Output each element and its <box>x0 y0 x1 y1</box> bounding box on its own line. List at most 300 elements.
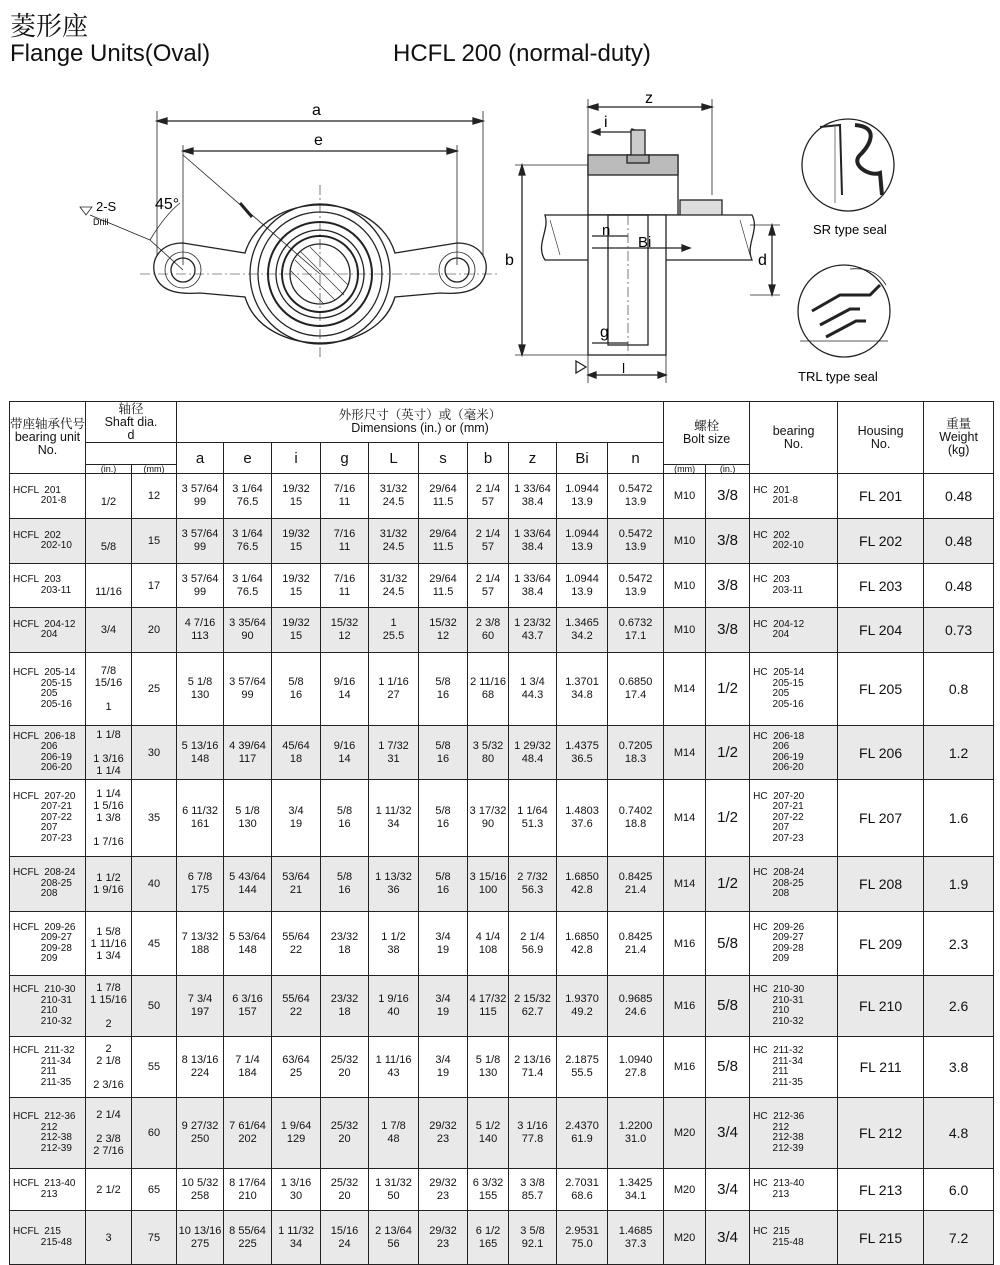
cell-b: 4 17/32 115 <box>468 976 509 1037</box>
table-row <box>10 1098 994 1169</box>
cell-n: 0.6732 17.1 <box>608 608 664 653</box>
cell-bearing-no: HC 212-36 212 212-38 212-39 <box>750 1098 838 1169</box>
cell-b: 6 3/32 155 <box>468 1169 509 1211</box>
cell-bearing-no: HC 202 202-10 <box>750 519 838 564</box>
cell-housing-no: FL 203 <box>838 564 924 608</box>
cell-g: 15/16 24 <box>321 1211 369 1265</box>
cell-bearing-no: HC 208-24 208-25 208 <box>750 857 838 912</box>
cell-bolt-in: 3/4 <box>706 1098 750 1169</box>
cell-bolt-in: 5/8 <box>706 1037 750 1098</box>
cell-unit-no: HCFL 209-26 209-27 209-28 209 <box>10 912 86 976</box>
title-english: Flange Units(Oval) <box>10 40 211 67</box>
specification-rows <box>10 474 994 1265</box>
cell-shaft-mm: 15 <box>132 519 177 564</box>
cell-a: 6 7/8 175 <box>177 857 224 912</box>
table-row <box>10 1169 994 1211</box>
cell-housing-no: FL 211 <box>838 1037 924 1098</box>
cell-weight: 2.6 <box>924 976 994 1037</box>
cell-n: 0.6850 17.4 <box>608 653 664 726</box>
header-unit-no: No. <box>37 443 58 457</box>
model-title: HCFL 200 (normal-duty) <box>393 40 651 67</box>
cell-n: 0.8425 21.4 <box>608 912 664 976</box>
trl-seal-drawing <box>798 265 890 357</box>
cell-g: 9/16 14 <box>321 726 369 780</box>
cell-g: 15/32 12 <box>321 608 369 653</box>
cell-z: 1 1/64 51.3 <box>509 780 557 857</box>
cell-bearing-no: HC 207-20 207-21 207-22 207 207-23 <box>750 780 838 857</box>
header-shaft-d: d <box>127 427 135 442</box>
cell-bolt-in: 3/4 <box>706 1169 750 1211</box>
header-weight-cn: 重量 <box>946 417 972 431</box>
drill-word: Drill <box>93 217 109 227</box>
dim-label-b: b <box>505 252 514 269</box>
header-col-s: s <box>419 443 468 474</box>
table-row <box>10 780 994 857</box>
cell-housing-no: FL 210 <box>838 976 924 1037</box>
cell-n: 0.5472 13.9 <box>608 519 664 564</box>
header-bearing-no <box>750 402 838 474</box>
cell-weight: 0.48 <box>924 564 994 608</box>
cell-bearing-no: HC 201 201-8 <box>750 474 838 519</box>
cell-z: 1 33/64 38.4 <box>509 474 557 519</box>
header-weight-unit: (kg) <box>947 443 970 457</box>
header-bearing: bearing <box>772 423 815 438</box>
cell-i: 19/32 15 <box>272 519 321 564</box>
cell-shaft-mm: 40 <box>132 857 177 912</box>
cell-shaft-in: 1 7/8 1 15/16 2 <box>86 976 132 1037</box>
dim-label-a: a <box>312 102 321 119</box>
cell-unit-no: HCFL 212-36 212 212-38 212-39 <box>10 1098 86 1169</box>
header-unit-cn: 带座轴承代号 <box>10 417 86 431</box>
cell-housing-no: FL 208 <box>838 857 924 912</box>
cell-i: 45/64 18 <box>272 726 321 780</box>
cell-a: 7 13/32 188 <box>177 912 224 976</box>
cell-g: 25/32 20 <box>321 1169 369 1211</box>
header-unit-mm: (mm) <box>132 465 177 474</box>
cell-bolt-mm: M14 <box>664 857 706 912</box>
cell-s: 15/32 12 <box>419 608 468 653</box>
header-col-z: z <box>509 443 557 474</box>
cell-i: 1 9/64 129 <box>272 1098 321 1169</box>
cell-e: 6 3/16 157 <box>224 976 272 1037</box>
cell-bi: 1.0944 13.9 <box>557 519 608 564</box>
cell-e: 3 57/64 99 <box>224 653 272 726</box>
cell-g: 23/32 18 <box>321 912 369 976</box>
header-col-g: g <box>321 443 369 474</box>
cell-a: 5 13/16 148 <box>177 726 224 780</box>
cell-n: 1.3425 34.1 <box>608 1169 664 1211</box>
cell-shaft-mm: 35 <box>132 780 177 857</box>
header-unit-en: bearing unit <box>14 430 81 444</box>
cell-g: 5/8 16 <box>321 780 369 857</box>
header-housing: Housing <box>857 423 904 438</box>
cell-bolt-in: 3/8 <box>706 474 750 519</box>
cell-g: 25/32 20 <box>321 1037 369 1098</box>
cell-i: 19/32 15 <box>272 474 321 519</box>
cell-z: 1 33/64 38.4 <box>509 519 557 564</box>
table-row <box>10 474 994 519</box>
cell-bolt-in: 1/2 <box>706 653 750 726</box>
cell-z: 2 15/32 62.7 <box>509 976 557 1037</box>
technical-drawings <box>0 85 1000 395</box>
cell-n: 1.2200 31.0 <box>608 1098 664 1169</box>
title-chinese: 菱形座 <box>10 12 89 42</box>
cell-unit-no: HCFL 210-30 210-31 210 210-32 <box>10 976 86 1037</box>
cell-e: 8 55/64 225 <box>224 1211 272 1265</box>
cell-bi: 2.1875 55.5 <box>557 1037 608 1098</box>
cell-bearing-no: HC 209-26 209-27 209-28 209 <box>750 912 838 976</box>
trl-seal-label: TRL type seal <box>798 369 878 384</box>
cell-bolt-mm: M10 <box>664 474 706 519</box>
cell-s: 5/8 16 <box>419 653 468 726</box>
cell-s: 3/4 19 <box>419 976 468 1037</box>
cell-housing-no: FL 205 <box>838 653 924 726</box>
cell-s: 29/32 23 <box>419 1098 468 1169</box>
cell-g: 5/8 16 <box>321 857 369 912</box>
cell-s: 3/4 19 <box>419 912 468 976</box>
cell-housing-no: FL 202 <box>838 519 924 564</box>
cell-bi: 1.0944 13.9 <box>557 564 608 608</box>
cell-s: 29/64 11.5 <box>419 519 468 564</box>
cell-g: 23/32 18 <box>321 976 369 1037</box>
cell-bolt-in: 3/8 <box>706 608 750 653</box>
cell-n: 0.7205 18.3 <box>608 726 664 780</box>
cell-e: 3 35/64 90 <box>224 608 272 653</box>
cell-unit-no: HCFL 207-20 207-21 207-22 207 207-23 <box>10 780 86 857</box>
cell-e: 3 1/64 76.5 <box>224 519 272 564</box>
header-dims-cn: 外形尺寸（英寸）或（毫米） <box>338 408 502 422</box>
cell-bolt-mm: M16 <box>664 976 706 1037</box>
cell-s: 3/4 19 <box>419 1037 468 1098</box>
cell-z: 2 7/32 56.3 <box>509 857 557 912</box>
cell-bolt-mm: M10 <box>664 608 706 653</box>
cell-weight: 6.0 <box>924 1169 994 1211</box>
cell-bi: 1.4375 36.5 <box>557 726 608 780</box>
cell-n: 0.8425 21.4 <box>608 857 664 912</box>
cell-weight: 0.73 <box>924 608 994 653</box>
cell-i: 5/8 16 <box>272 653 321 726</box>
cell-bolt-mm: M16 <box>664 912 706 976</box>
cell-bolt-mm: M20 <box>664 1098 706 1169</box>
cell-bearing-no: HC 206-18 206 206-19 206-20 <box>750 726 838 780</box>
cell-i: 53/64 21 <box>272 857 321 912</box>
cell-i: 1 3/16 30 <box>272 1169 321 1211</box>
table-row <box>10 608 994 653</box>
cell-housing-no: FL 215 <box>838 1211 924 1265</box>
header-col-b: b <box>468 443 509 474</box>
header-bearing-unit <box>10 402 86 474</box>
dim-label-g: g <box>600 324 609 341</box>
cell-e: 7 61/64 202 <box>224 1098 272 1169</box>
cell-a: 10 13/16 275 <box>177 1211 224 1265</box>
cell-e: 5 43/64 144 <box>224 857 272 912</box>
header-weight-en: Weight <box>939 430 978 444</box>
cell-bolt-in: 3/8 <box>706 564 750 608</box>
cell-i: 55/64 22 <box>272 976 321 1037</box>
cell-bi: 1.6850 42.8 <box>557 912 608 976</box>
cell-a: 7 3/4 197 <box>177 976 224 1037</box>
cell-shaft-in: 1 5/8 1 11/16 1 3/4 <box>86 912 132 976</box>
cell-shaft-in: 2 1/2 <box>86 1169 132 1211</box>
table-row <box>10 976 994 1037</box>
cell-i: 19/32 15 <box>272 608 321 653</box>
cell-weight: 4.8 <box>924 1098 994 1169</box>
cell-shaft-in: 2 1/4 2 3/8 2 7/16 <box>86 1098 132 1169</box>
cell-s: 29/32 23 <box>419 1211 468 1265</box>
header-col-l: L <box>369 443 419 474</box>
cell-bi: 2.9531 75.0 <box>557 1211 608 1265</box>
cell-housing-no: FL 213 <box>838 1169 924 1211</box>
cell-b: 2 1/4 57 <box>468 519 509 564</box>
header-unit-in: (in.) <box>86 465 132 474</box>
header-bolt <box>664 402 750 465</box>
cell-unit-no: HCFL 206-18 206 206-19 206-20 <box>10 726 86 780</box>
cell-shaft-in: 11/16 <box>86 564 132 608</box>
header-weight <box>924 402 994 474</box>
header-bearing-no-label: No. <box>783 436 804 451</box>
cell-bolt-mm: M14 <box>664 653 706 726</box>
cell-weight: 0.48 <box>924 519 994 564</box>
cell-bi: 1.6850 42.8 <box>557 857 608 912</box>
cell-housing-no: FL 212 <box>838 1098 924 1169</box>
header-bolt-en: Bolt size <box>682 432 731 446</box>
header-dims-en: Dimensions (in.) or (mm) <box>351 421 489 435</box>
cell-l: 31/32 24.5 <box>369 519 419 564</box>
cell-l: 1 11/16 43 <box>369 1037 419 1098</box>
dim-label-bi: Bi <box>638 234 652 251</box>
cell-weight: 2.3 <box>924 912 994 976</box>
cell-z: 1 3/4 44.3 <box>509 653 557 726</box>
header-col-n: n <box>608 443 664 474</box>
cell-e: 7 1/4 184 <box>224 1037 272 1098</box>
cell-shaft-mm: 65 <box>132 1169 177 1211</box>
cell-l: 1 13/32 36 <box>369 857 419 912</box>
cell-a: 6 11/32 161 <box>177 780 224 857</box>
cell-b: 2 3/8 60 <box>468 608 509 653</box>
cell-weight: 1.2 <box>924 726 994 780</box>
cell-s: 29/64 11.5 <box>419 474 468 519</box>
dim-label-d: d <box>758 252 767 269</box>
cell-b: 6 1/2 165 <box>468 1211 509 1265</box>
angle-label: 45° <box>155 196 180 213</box>
specification-table <box>9 401 994 1265</box>
drill-label: 2-S <box>96 199 117 214</box>
header-dimensions <box>177 402 664 443</box>
cell-a: 9 27/32 250 <box>177 1098 224 1169</box>
cell-a: 5 1/8 130 <box>177 653 224 726</box>
table-row <box>10 912 994 976</box>
cell-shaft-in: 1 1/4 1 5/16 1 3/8 1 7/16 <box>86 780 132 857</box>
cell-shaft-in: 3 <box>86 1211 132 1265</box>
cell-e: 8 17/64 210 <box>224 1169 272 1211</box>
cell-b: 3 15/16 100 <box>468 857 509 912</box>
cell-a: 3 57/64 99 <box>177 519 224 564</box>
cell-shaft-in: 5/8 <box>86 519 132 564</box>
cell-bearing-no: HC 210-30 210-31 210 210-32 <box>750 976 838 1037</box>
cell-shaft-mm: 25 <box>132 653 177 726</box>
header-bolt-cn: 螺栓 <box>694 419 720 433</box>
cell-housing-no: FL 204 <box>838 608 924 653</box>
header-shaft-blank <box>86 443 177 465</box>
cell-unit-no: HCFL 213-40 213 <box>10 1169 86 1211</box>
header-housing-no-label: No. <box>870 436 891 451</box>
cell-bolt-in: 1/2 <box>706 857 750 912</box>
header-col-bi: Bi <box>557 443 608 474</box>
cell-g: 9/16 14 <box>321 653 369 726</box>
cell-unit-no: HCFL 215 215-48 <box>10 1211 86 1265</box>
cell-bearing-no: HC 215 215-48 <box>750 1211 838 1265</box>
header-shaft-cn: 轴径 <box>118 401 144 416</box>
table-row <box>10 1037 994 1098</box>
cell-bi: 1.3701 34.8 <box>557 653 608 726</box>
cell-l: 1 7/32 31 <box>369 726 419 780</box>
cell-b: 5 1/8 130 <box>468 1037 509 1098</box>
cell-s: 29/32 23 <box>419 1169 468 1211</box>
cell-weight: 0.48 <box>924 474 994 519</box>
cell-g: 7/16 11 <box>321 474 369 519</box>
cell-b: 4 1/4 108 <box>468 912 509 976</box>
cell-bolt-mm: M14 <box>664 780 706 857</box>
cell-shaft-in: 1/2 <box>86 474 132 519</box>
cell-l: 1 11/32 34 <box>369 780 419 857</box>
cell-b: 2 1/4 57 <box>468 564 509 608</box>
cell-unit-no: HCFL 203 203-11 <box>10 564 86 608</box>
dim-label-l: l <box>622 360 626 376</box>
cell-housing-no: FL 201 <box>838 474 924 519</box>
header-col-i: i <box>272 443 321 474</box>
cell-b: 5 1/2 140 <box>468 1098 509 1169</box>
cell-bi: 2.7031 68.6 <box>557 1169 608 1211</box>
cell-e: 5 1/8 130 <box>224 780 272 857</box>
header-housing-no <box>838 402 924 474</box>
cell-shaft-mm: 20 <box>132 608 177 653</box>
cell-bi: 1.4803 37.6 <box>557 780 608 857</box>
cell-z: 3 1/16 77.8 <box>509 1098 557 1169</box>
cell-bearing-no: HC 211-32 211-34 211 211-35 <box>750 1037 838 1098</box>
cell-n: 0.9685 24.6 <box>608 976 664 1037</box>
cell-z: 2 1/4 56.9 <box>509 912 557 976</box>
cell-z: 1 23/32 43.7 <box>509 608 557 653</box>
cell-bolt-in: 1/2 <box>706 780 750 857</box>
cell-shaft-mm: 45 <box>132 912 177 976</box>
header-bolt-mm: (mm) <box>664 465 706 474</box>
table-row <box>10 564 994 608</box>
cell-bolt-mm: M10 <box>664 564 706 608</box>
cell-a: 8 13/16 224 <box>177 1037 224 1098</box>
sr-seal-label: SR type seal <box>813 222 887 237</box>
cell-bearing-no: HC 203 203-11 <box>750 564 838 608</box>
cell-b: 3 5/32 80 <box>468 726 509 780</box>
header-col-a: a <box>177 443 224 474</box>
cell-bi: 1.9370 49.2 <box>557 976 608 1037</box>
cell-weight: 1.9 <box>924 857 994 912</box>
cell-n: 0.7402 18.8 <box>608 780 664 857</box>
cell-shaft-mm: 55 <box>132 1037 177 1098</box>
table-row <box>10 726 994 780</box>
cell-bolt-mm: M10 <box>664 519 706 564</box>
cell-z: 3 3/8 85.7 <box>509 1169 557 1211</box>
cell-a: 3 57/64 99 <box>177 474 224 519</box>
cell-shaft-mm: 17 <box>132 564 177 608</box>
cell-i: 1 11/32 34 <box>272 1211 321 1265</box>
cell-n: 1.0940 27.8 <box>608 1037 664 1098</box>
cell-b: 2 1/4 57 <box>468 474 509 519</box>
cell-weight: 0.8 <box>924 653 994 726</box>
cell-n: 0.5472 13.9 <box>608 564 664 608</box>
header-shaft-en: Shaft dia. <box>104 414 158 429</box>
header-col-e: e <box>224 443 272 474</box>
cell-shaft-in: 2 2 1/8 2 3/16 <box>86 1037 132 1098</box>
cell-bi: 2.4370 61.9 <box>557 1098 608 1169</box>
cell-n: 1.4685 37.3 <box>608 1211 664 1265</box>
cell-unit-no: HCFL 204-12 204 <box>10 608 86 653</box>
cell-bolt-mm: M20 <box>664 1169 706 1211</box>
cell-n: 0.5472 13.9 <box>608 474 664 519</box>
cell-a: 3 57/64 99 <box>177 564 224 608</box>
cell-housing-no: FL 207 <box>838 780 924 857</box>
cell-shaft-mm: 12 <box>132 474 177 519</box>
cell-l: 2 13/64 56 <box>369 1211 419 1265</box>
cell-bolt-mm: M20 <box>664 1211 706 1265</box>
cell-l: 1 1/2 38 <box>369 912 419 976</box>
cell-i: 63/64 25 <box>272 1037 321 1098</box>
cell-e: 3 1/64 76.5 <box>224 564 272 608</box>
cell-i: 55/64 22 <box>272 912 321 976</box>
cell-unit-no: HCFL 202 202-10 <box>10 519 86 564</box>
cell-unit-no: HCFL 201 201-8 <box>10 474 86 519</box>
cell-s: 5/8 16 <box>419 857 468 912</box>
cell-a: 4 7/16 113 <box>177 608 224 653</box>
cell-l: 1 1/16 27 <box>369 653 419 726</box>
cell-bolt-mm: M14 <box>664 726 706 780</box>
cell-unit-no: HCFL 208-24 208-25 208 <box>10 857 86 912</box>
cell-housing-no: FL 206 <box>838 726 924 780</box>
cell-shaft-mm: 75 <box>132 1211 177 1265</box>
table-row <box>10 1211 994 1265</box>
cell-bolt-in: 5/8 <box>706 976 750 1037</box>
cell-e: 5 53/64 148 <box>224 912 272 976</box>
table-row <box>10 653 994 726</box>
cell-shaft-in: 1 1/2 1 9/16 <box>86 857 132 912</box>
sr-seal-drawing <box>802 119 894 211</box>
cell-bi: 1.0944 13.9 <box>557 474 608 519</box>
cell-bearing-no: HC 205-14 205-15 205 205-16 <box>750 653 838 726</box>
cell-bi: 1.3465 34.2 <box>557 608 608 653</box>
cell-s: 5/8 16 <box>419 726 468 780</box>
cell-i: 19/32 15 <box>272 564 321 608</box>
dim-label-n: n <box>602 222 611 239</box>
cell-l: 31/32 24.5 <box>369 474 419 519</box>
cell-shaft-mm: 50 <box>132 976 177 1037</box>
header-shaft <box>86 402 177 443</box>
cell-l: 1 9/16 40 <box>369 976 419 1037</box>
cell-b: 2 11/16 68 <box>468 653 509 726</box>
cell-b: 3 17/32 90 <box>468 780 509 857</box>
cell-g: 7/16 11 <box>321 519 369 564</box>
cell-i: 3/4 19 <box>272 780 321 857</box>
cell-bolt-in: 3/8 <box>706 519 750 564</box>
cell-l: 31/32 24.5 <box>369 564 419 608</box>
cell-l: 1 7/8 48 <box>369 1098 419 1169</box>
cell-shaft-in: 1 1/8 1 3/16 1 1/4 <box>86 726 132 780</box>
cell-z: 2 13/16 71.4 <box>509 1037 557 1098</box>
cell-g: 7/16 11 <box>321 564 369 608</box>
table-row <box>10 519 994 564</box>
cell-l: 1 25.5 <box>369 608 419 653</box>
cell-z: 1 29/32 48.4 <box>509 726 557 780</box>
cell-unit-no: HCFL 205-14 205-15 205 205-16 <box>10 653 86 726</box>
table-row <box>10 857 994 912</box>
